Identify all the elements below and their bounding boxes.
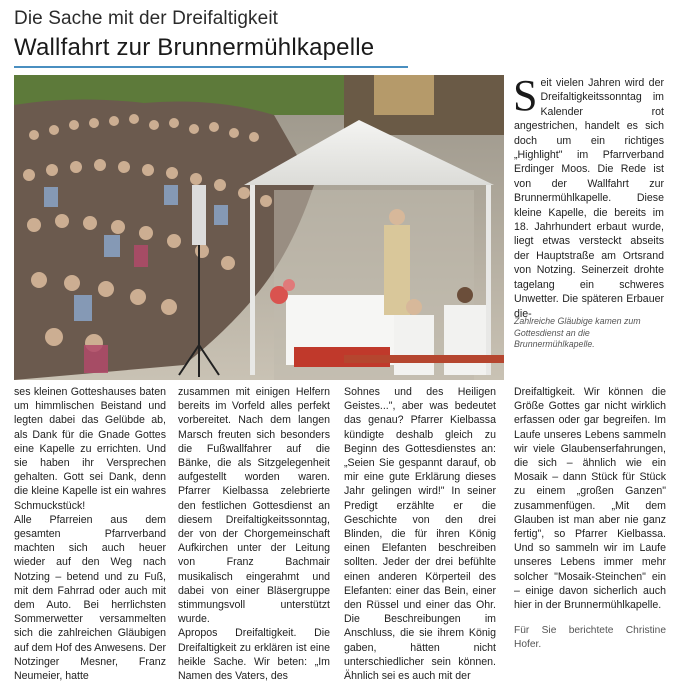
intro-paragraph xyxy=(513,71,664,321)
paragraph: Sohnes und des Heiligen Geistes...", aber was bedeutet das genau? Pfarrer Kielbassa kündigte deshalb gleich zu Beginn des Gottesdienstes an: „Seien Sie gespannt darauf, ob mir eine gute Erklärung dieses Jahr gelingen wird!" In seiner Predigt erzählte er die Geschichte von den drei Blinden, die für ihren König einen Elefanten beschreiben sollten. Jeder der drei befühlte einen anderen Körperteil des Elefanten: einer das Bein, einer den Rüssel und einer das Ohr. Die Beschreibungen im Anschluss, die sie ihrem König gaben, hätten nicht unterschiedlicher sein können. Ähnlich sei es auch mit der xyxy=(344,386,496,683)
paragraph: zusammen mit einigen Helfern bereits im Vorfeld alles perfekt vorbereitet. Nach dem langen Marsch freuten sich besonders die Fußwallfahrer auf die Bänke, die als Sitzgelegenheit aufgestellt worden waren. Pfarrer Kielbassa zelebrierte den festlichen Gottesdienst an diesem Dreifaltigkeitssonntag, der von der Chorgemeinschaft Aufkirchen unter der Leitung von Franz Bachmair musikalisch eingerahmt und dabei von einer Bläsergruppe stimmungsvoll unterstützt wurde. xyxy=(178,386,330,626)
paragraph: Dreifaltigkeit. Wir können die Größe Gottes gar nicht wirklich erfassen oder gar begreifen. Im Laufe unseres Lebens sammeln wir viele Glaubenserfahrungen, die sich – ähnlich wie ein Mosaik – dann Stück für Stück zu einem „großen Ganzen" zusammenfügen. „Mit dem Glauben ist man aber nie ganz fertig", so Pfarrer Kielbassa. Und so sammeln wir im Laufe unseres Lebens immer mehr solcher "Mosaik-Steinchen" ein – einige davon sicherlich auch hier in der Brunnermühlkapelle. xyxy=(514,386,666,612)
photo-caption: Zahlreiche Gläubige kamen zum Gottesdienst an die Brunnermühlkapelle. xyxy=(514,316,641,349)
headline-rule xyxy=(14,66,408,68)
article-headline: Wallfahrt zur Brunnermühlkapelle xyxy=(14,34,375,61)
body-column-1 xyxy=(14,385,166,683)
body-column-2 xyxy=(178,385,330,683)
body-column-3 xyxy=(344,385,496,683)
intro-text: eit vielen Jahren wird der Dreifaltigkeitssonntag im Kalender rot angestrichen, handelt es sich doch um ein richtiges „Highlight" im Pfarrverband Erdinger Moos. Die Rede ist von der Wallfahrt zur Brunnermühlkapelle. Diese kleine Kapelle, die bereits im 18. Jahrhundert erbaut wurde, liegt etwas versteckt abseits der Hauptstraße am Ortsrand von Notzing. Seinerzeit drohte tagelang ein schweres Unwetter. Die späteren Erbauer die- xyxy=(514,77,664,320)
paragraph: ses kleinen Gotteshauses baten um himmlischen Beistand und legten dabei das Gelübde ab, als Dank für die Gnade Gottes eine Kapelle zu errichten. Und sie haben ihr Versprechen gehalten. Gott sei Dank, denn die kleine Kapelle ist ein wahres Schmuckstück! xyxy=(14,386,166,512)
author-credit: Für Sie berichtete Christine Hofer. xyxy=(514,625,666,651)
article-kicker: Die Sache mit der Dreifaltigkeit xyxy=(14,8,279,29)
drop-cap: S xyxy=(513,71,538,120)
paragraph: Apropos Dreifaltigkeit. Die Dreifaltigkeit zu erklären ist eine heikle Sache. Wir beten: „Im Namen des Vaters, des xyxy=(178,627,330,683)
paragraph: Alle Pfarreien aus dem gesamten Pfarrverband machten sich auch heuer wieder auf den Weg nach Notzing – betend und zu Fuß, mit dem Fahrrad oder auch mit dem Auto. Bei herrlichsten Sommerwetter versammelten sich die zahlreichen Gläubigen auf dem Hof des Anwesens. Der Notzinger Mesner, Franz Neumeier, hatte xyxy=(14,513,166,683)
body-column-4 xyxy=(514,385,666,653)
photo-illustration xyxy=(14,75,504,380)
article-photo xyxy=(14,75,504,380)
